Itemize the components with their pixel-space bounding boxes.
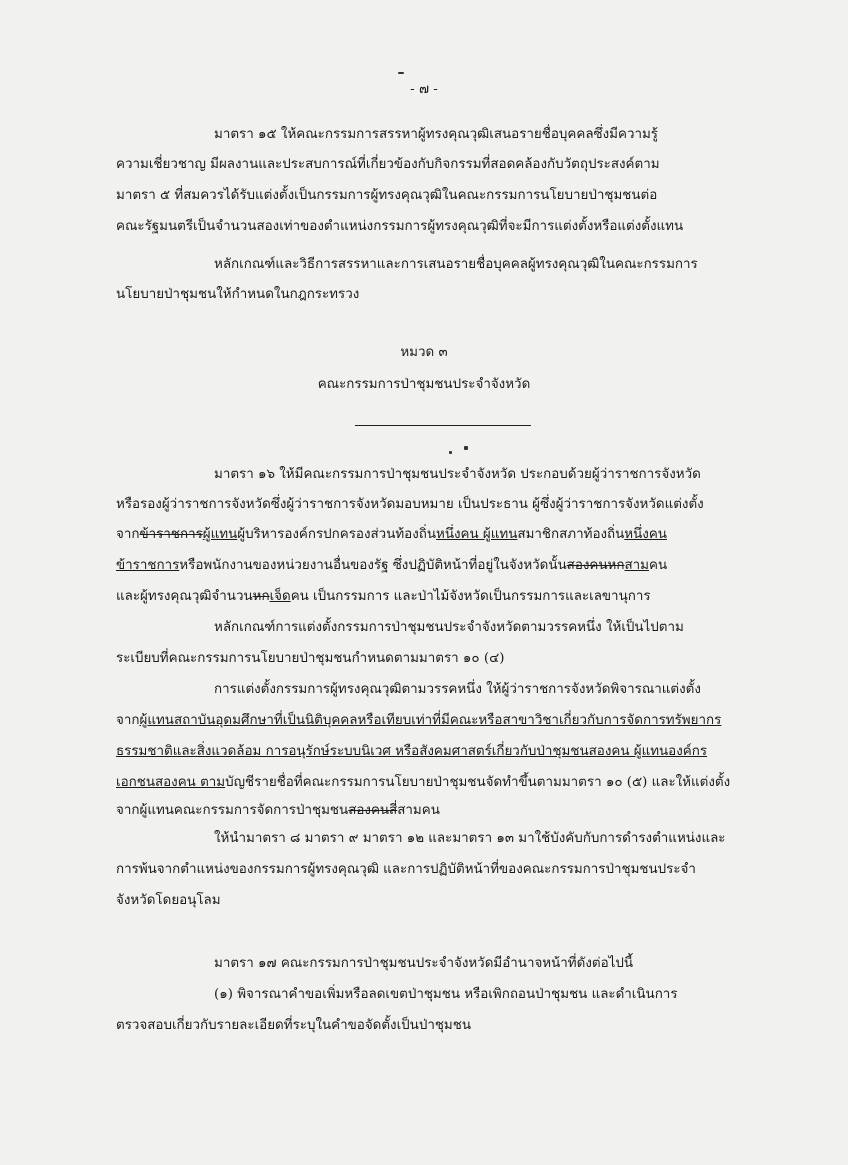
section16-p4-line-3: จังหวัดโดยอนุโลม [116, 893, 221, 908]
section15-line-4: คณะรัฐมนตรีเป็นจำนวนสองเท่าของตำแหน่งกรรมการผู้ทรงคุณวุฒิที่จะมีการแต่งตั้งหรือแต่งตั้งแทน [116, 219, 684, 234]
section17-line-1: มาตรา ๑๗ คณะกรรมการป่าชุมชนประจำจังหวัดมีอำนาจหน้าที่ดังต่อไปนี้ [214, 956, 633, 971]
section16-p1-line-5: และผู้ทรงคุณวุฒิจำนวนหกเจ็ดคน เป็นกรรมการ และป่าไม้จังหวัดเป็นกรรมการและเลขานุการ [116, 589, 651, 604]
underlined-text: เจ็ด [269, 589, 291, 604]
section16-p3-line-5: จากผู้แทนคณะกรรมการจัดการป่าชุมชนสองคนสี่สามคน [116, 803, 440, 818]
chapter-divider [355, 425, 531, 426]
section16-p1-line-1: มาตรา ๑๖ ให้มีคณะกรรมการป่าชุมชนประจำจังหวัด ประกอบด้วยผู้ว่าราชการจังหวัด [214, 467, 701, 482]
section15-line-1: มาตรา ๑๕ ให้คณะกรรมการสรรหาผู้ทรงคุณวุฒิเสนอรายชื่อบุคคลซึ่งมีความรู้ [214, 127, 659, 142]
chapter-number: หมวด ๓ [400, 345, 448, 360]
scan-speck [398, 72, 404, 74]
underlined-text: ข้าราชการ [116, 558, 180, 573]
underlined-text: เอกชนสองคน ตาม [116, 775, 226, 790]
section16-p1-line-4: ข้าราชการหรือพนักงานของหน่วยงานอื่นของรัฐ ซึ่งปฏิบัติหน้าที่อยู่ในจังหวัดนั้นสองคนหกสามคน [116, 558, 668, 573]
section16-p4-line-2: การพ้นจากตำแหน่งของกรรมการผู้ทรงคุณวุฒิ และการปฏิบัติหน้าที่ของคณะกรรมการป่าชุมชนประจำ [116, 862, 696, 877]
struck-text: ข้าราชการ [139, 527, 203, 542]
section17-line-3: ตรวจสอบเกี่ยวกับรายละเอียดที่ระบุในคำขอจัดตั้งเป็นป่าชุมชน [116, 1018, 472, 1033]
page-number: - ๗ - [410, 82, 438, 97]
section16-p3-line-2: จากผู้แทนสถาบันอุดมศึกษาที่เป็นนิติบุคคลหรือเทียบเท่าที่มีคณะหรือสาขาวิชาเกี่ยวกับการจัดการทรัพยากร [116, 713, 722, 728]
chapter-title: คณะกรรมการป่าชุมชนประจำจังหวัด [317, 377, 531, 392]
underlined-text: หนึ่งคน ผู้แทน [436, 527, 518, 542]
section16-p3-line-4: เอกชนสองคน ตามบัญชีรายชื่อที่คณะกรรมการนโยบายป่าชุมชนจัดทำขึ้นตามมาตรา ๑๐ (๕) และให้แต่งตั้ง [116, 775, 731, 790]
underlined-text: หนึ่งคน [624, 527, 667, 542]
underlined-text: ผู้แทน [202, 527, 238, 542]
section16-p2-line-1: หลักเกณฑ์การแต่งตั้งกรรมการป่าชุมชนประจำจังหวัดตามวรรคหนึ่ง ให้เป็นไปตาม [214, 620, 684, 635]
section15-line-2: ความเชี่ยวชาญ มีผลงานและประสบการณ์ที่เกี่ยวข้องกับกิจกรรมที่สอดคล้องกับวัตถุประสงค์ตาม [116, 157, 660, 172]
section15-line-3: มาตรา ๕ ที่สมควรได้รับแต่งตั้งเป็นกรรมการผู้ทรงคุณวุฒิในคณะกรรมการนโยบายป่าชุมชนต่อ [116, 188, 658, 203]
section16-p4-line-1: ให้นำมาตรา ๘ มาตรา ๙ มาตรา ๑๒ และมาตรา ๑๓ มาใช้บังคับกับการดำรงตำแหน่งและ [214, 831, 726, 846]
section16-p3-line-3 [116, 742, 707, 762]
section15-line-5: หลักเกณฑ์และวิธีการสรรหาและการเสนอรายชื่อบุคคลผู้ทรงคุณวุฒิในคณะกรรมการ [214, 257, 698, 272]
struck-text: สองคนหก [566, 558, 625, 573]
section16-p2-line-2: ระเบียบที่คณะกรรมการนโยบายป่าชุมชนกำหนดตามมาตรา ๑๐ (๔) [116, 651, 505, 666]
struck-text: หก [252, 589, 270, 604]
struck-text: สองคนสี่ [348, 803, 398, 818]
scan-speck [449, 451, 452, 454]
section17-line-2: (๑) พิจารณาคำขอเพิ่มหรือลดเขตป่าชุมชน หรือเพิกถอนป่าชุมชน และดำเนินการ [214, 987, 678, 1002]
section16-p1-line-2: หรือรองผู้ว่าราชการจังหวัดซึ่งผู้ว่าราชการจังหวัดมอบหมาย เป็นประธาน ผู้ซึ่งผู้ว่าราชการจังหวัดแต่งตั้ง [116, 497, 704, 512]
section16-p3-line-1: การแต่งตั้งกรรมการผู้ทรงคุณวุฒิตามวรรคหนึ่ง ให้ผู้ว่าราชการจังหวัดพิจารณาแต่งตั้ง [214, 682, 701, 697]
underlined-text: ธรรมชาติและสิ่งแวดล้อม การอนุรักษ์ระบบนิเวศ หรือสังคมศาสตร์เกี่ยวกับป่าชุมชนสองคน ผู้แทนองค์กร [116, 744, 708, 759]
section16-p1-line-3: จากข้าราชการผู้แทนผู้บริหารองค์กรปกครองส่วนท้องถิ่นหนึ่งคน ผู้แทนสมาชิกสภาท้องถิ่นหนึ่งคน [116, 527, 667, 542]
underlined-text: สาม [624, 558, 650, 573]
section15-line-6: นโยบายป่าชุมชนให้กำหนดในกฎกระทรวง [116, 287, 360, 302]
scan-speck [464, 446, 468, 450]
underlined-text: ผู้แทนสถาบันอุดมศึกษาที่เป็นนิติบุคคลหรือเทียบเท่าที่มีคณะหรือสาขาวิชาเกี่ยวกับการจัดการทรัพยากร [139, 713, 722, 728]
